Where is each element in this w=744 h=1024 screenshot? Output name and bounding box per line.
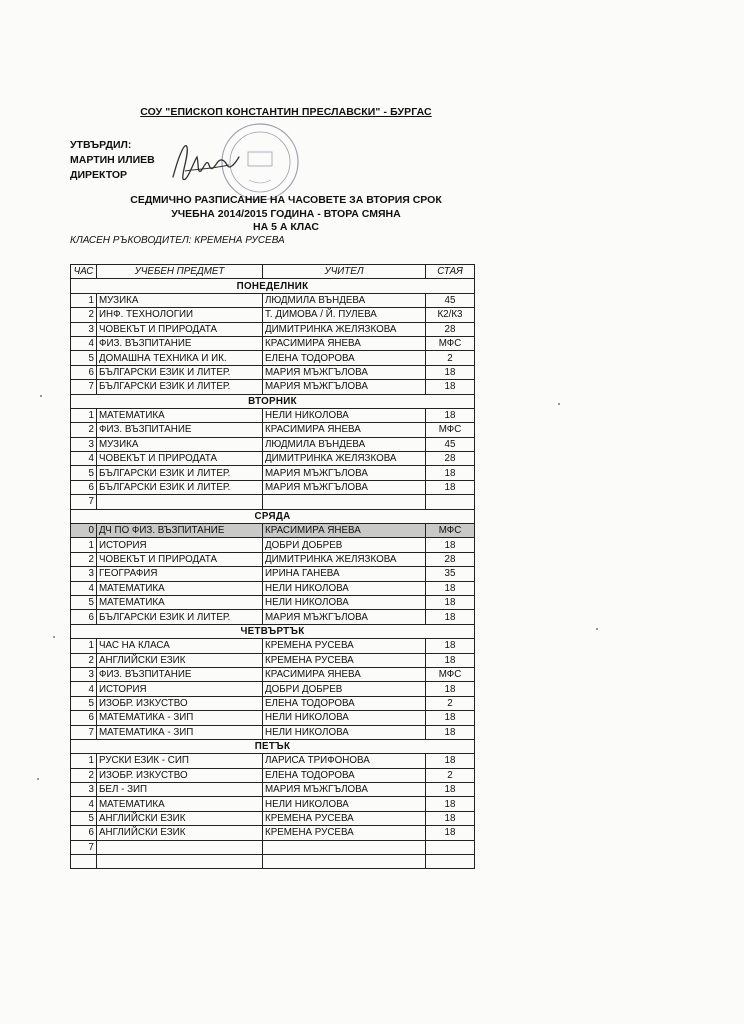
subject-cell: МАТЕМАТИКА [97,595,263,609]
teacher-cell [263,495,426,509]
hour-number: 1 [71,639,97,653]
hour-number: 7 [71,380,97,394]
room-cell [426,840,475,854]
room-cell: 18 [426,711,475,725]
hour-number: 2 [71,768,97,782]
room-cell: 18 [426,365,475,379]
subject-cell: МУЗИКА [97,437,263,451]
hour-number: 4 [71,581,97,595]
table-row [71,452,475,466]
subject-cell: БЪЛГАРСКИ ЕЗИК И ЛИТЕР. [97,480,263,494]
teacher-cell: ДОБРИ ДОБРЕВ [263,682,426,696]
day-header-row [71,279,475,293]
room-cell: 2 [426,768,475,782]
hour-number: 4 [71,336,97,350]
hour-number: 2 [71,423,97,437]
table-row [71,437,475,451]
school-name: СОУ "ЕПИСКОП КОНСТАНТИН ПРЕСЛАВСКИ" - БУРГАС [140,106,432,118]
room-cell: 18 [426,538,475,552]
teacher-cell [263,855,426,869]
director-signature [167,135,247,190]
table-row [71,826,475,840]
table-row [71,639,475,653]
teacher-cell: НЕЛИ НИКОЛОВА [263,581,426,595]
subject-cell: МАТЕМАТИКА - ЗИП [97,711,263,725]
column-header-subject: УЧЕБЕН ПРЕДМЕТ [97,265,263,279]
teacher-cell: ДИМИТРИНКА ЖЕЛЯЗКОВА [263,552,426,566]
schedule-body [71,279,475,869]
room-cell: МФС [426,524,475,538]
hour-number: 6 [71,610,97,624]
table-row [71,667,475,681]
teacher-cell: КРАСИМИРА ЯНЕВА [263,336,426,350]
teacher-cell: ЕЛЕНА ТОДОРОВА [263,351,426,365]
hour-number: 5 [71,595,97,609]
table-row [71,538,475,552]
subject-cell: ИНФ. ТЕХНОЛОГИИ [97,308,263,322]
table-row [71,480,475,494]
teacher-cell: НЕЛИ НИКОЛОВА [263,595,426,609]
table-row [71,524,475,538]
teacher-cell: КРЕМЕНА РУСЕВА [263,639,426,653]
teacher-cell: КРАСИМИРА ЯНЕВА [263,667,426,681]
teacher-cell: КРЕМЕНА РУСЕВА [263,653,426,667]
table-row [71,351,475,365]
room-cell: 2 [426,696,475,710]
subject-cell: АНГЛИЙСКИ ЕЗИК [97,811,263,825]
scan-speck [558,403,560,405]
table-row [71,336,475,350]
room-cell: 18 [426,581,475,595]
hour-number: 5 [71,696,97,710]
approved-label: УТВЪРДИЛ: [70,139,132,151]
scan-speck [37,778,39,780]
room-cell: 18 [426,595,475,609]
room-cell: 28 [426,452,475,466]
subject-cell: ИЗОБР. ИЗКУСТВО [97,768,263,782]
table-row [71,581,475,595]
teacher-cell: КРАСИМИРА ЯНЕВА [263,423,426,437]
table-row [71,552,475,566]
room-cell: 28 [426,322,475,336]
table-row [71,682,475,696]
day-name: ПЕТЪК [71,739,475,753]
subject-cell: МУЗИКА [97,293,263,307]
room-cell: 18 [426,754,475,768]
table-row [71,495,475,509]
hour-number [71,855,97,869]
subject-cell: БЪЛГАРСКИ ЕЗИК И ЛИТЕР. [97,365,263,379]
teacher-cell: КРАСИМИРА ЯНЕВА [263,524,426,538]
subject-cell: ФИЗ. ВЪЗПИТАНИЕ [97,667,263,681]
schedule-heading [130,194,442,235]
hour-number: 5 [71,811,97,825]
hour-number: 6 [71,826,97,840]
room-cell: 18 [426,610,475,624]
subject-cell: БЪЛГАРСКИ ЕЗИК И ЛИТЕР. [97,610,263,624]
room-cell: 18 [426,653,475,667]
approval-block [70,138,155,183]
hour-number: 2 [71,308,97,322]
director-name: МАРТИН ИЛИЕВ [70,154,155,166]
teacher-cell: МАРИЯ МЪЖГЪЛОВА [263,466,426,480]
teacher-cell: ДИМИТРИНКА ЖЕЛЯЗКОВА [263,452,426,466]
day-header-row [71,394,475,408]
subject-cell: ЧОВЕКЪТ И ПРИРОДАТА [97,322,263,336]
teacher-cell: НЕЛИ НИКОЛОВА [263,725,426,739]
room-cell: 2 [426,351,475,365]
table-row [71,855,475,869]
subject-cell [97,855,263,869]
subject-cell: БЪЛГАРСКИ ЕЗИК И ЛИТЕР. [97,466,263,480]
hour-number: 2 [71,653,97,667]
day-name: ВТОРНИК [71,394,475,408]
teacher-cell: ДОБРИ ДОБРЕВ [263,538,426,552]
table-row [71,696,475,710]
teacher-cell: МАРИЯ МЪЖГЪЛОВА [263,365,426,379]
hour-number: 3 [71,667,97,681]
hour-number: 5 [71,466,97,480]
class-teacher: КЛАСЕН РЪКОВОДИТЕЛ: КРЕМЕНА РУСЕВА [70,235,285,246]
room-cell: 18 [426,797,475,811]
table-header-row [71,265,475,279]
subject-cell: МАТЕМАТИКА [97,797,263,811]
room-cell: 18 [426,380,475,394]
teacher-cell: КРЕМЕНА РУСЕВА [263,826,426,840]
teacher-cell: НЕЛИ НИКОЛОВА [263,797,426,811]
hour-number: 2 [71,552,97,566]
hour-number: 5 [71,351,97,365]
subject-cell: ДЧ ПО ФИЗ. ВЪЗПИТАНИЕ [97,524,263,538]
hour-number: 3 [71,322,97,336]
schedule-table [70,264,475,869]
subject-cell: ИСТОРИЯ [97,682,263,696]
table-row [71,293,475,307]
room-cell: 18 [426,639,475,653]
table-row [71,840,475,854]
room-cell: 18 [426,811,475,825]
subject-cell: ЧОВЕКЪТ И ПРИРОДАТА [97,552,263,566]
table-row [71,322,475,336]
day-header-row [71,509,475,523]
room-cell: 18 [426,826,475,840]
scan-speck [596,628,598,630]
table-row [71,567,475,581]
subject-cell [97,495,263,509]
hour-number: 7 [71,495,97,509]
hour-number: 1 [71,538,97,552]
subject-cell: АНГЛИЙСКИ ЕЗИК [97,826,263,840]
heading-line-2: УЧЕБНА 2014/2015 ГОДИНА - ВТОРА СМЯНА [171,207,401,220]
room-cell: 18 [426,783,475,797]
hour-number: 4 [71,682,97,696]
hour-number: 4 [71,452,97,466]
table-row [71,725,475,739]
subject-cell: ИСТОРИЯ [97,538,263,552]
room-cell: МФС [426,336,475,350]
subject-cell: ЧАС НА КЛАСА [97,639,263,653]
room-cell: МФС [426,423,475,437]
teacher-cell: КРЕМЕНА РУСЕВА [263,811,426,825]
hour-number: 3 [71,567,97,581]
teacher-cell: НЕЛИ НИКОЛОВА [263,408,426,422]
teacher-cell: ЛАРИСА ТРИФОНОВА [263,754,426,768]
hour-number: 3 [71,783,97,797]
room-cell: 18 [426,480,475,494]
teacher-cell [263,840,426,854]
subject-cell [97,840,263,854]
table-row [71,754,475,768]
room-cell: МФС [426,667,475,681]
day-name: ПОНЕДЕЛНИК [71,279,475,293]
column-header-teacher: УЧИТЕЛ [263,265,426,279]
day-header-row [71,624,475,638]
table-row [71,408,475,422]
heading-line-3: НА 5 А КЛАС [252,221,320,233]
hour-number: 3 [71,437,97,451]
room-cell: 18 [426,682,475,696]
table-row [71,380,475,394]
column-header-room: СТАЯ [426,265,475,279]
teacher-cell: ДИМИТРИНКА ЖЕЛЯЗКОВА [263,322,426,336]
day-name: СРЯДА [71,509,475,523]
room-cell: 18 [426,725,475,739]
subject-cell: МАТЕМАТИКА - ЗИП [97,725,263,739]
room-cell: 18 [426,466,475,480]
teacher-cell: ЕЛЕНА ТОДОРОВА [263,768,426,782]
teacher-cell: ИРИНА ГАНЕВА [263,567,426,581]
hour-number: 1 [71,408,97,422]
teacher-cell: МАРИЯ МЪЖГЪЛОВА [263,610,426,624]
subject-cell: РУСКИ ЕЗИК - СИП [97,754,263,768]
subject-cell: МАТЕМАТИКА [97,408,263,422]
room-cell: К2/К3 [426,308,475,322]
room-cell: 28 [426,552,475,566]
teacher-cell: МАРИЯ МЪЖГЪЛОВА [263,480,426,494]
subject-cell: ИЗОБР. ИЗКУСТВО [97,696,263,710]
hour-number: 7 [71,725,97,739]
hour-number: 1 [71,293,97,307]
room-cell: 35 [426,567,475,581]
hour-number: 6 [71,711,97,725]
hour-number: 0 [71,524,97,538]
room-cell [426,855,475,869]
hour-number: 4 [71,797,97,811]
room-cell: 45 [426,293,475,307]
day-header-row [71,739,475,753]
teacher-cell: ЛЮДМИЛА ВЪНДЕВА [263,437,426,451]
table-row [71,308,475,322]
table-row [71,423,475,437]
teacher-cell: НЕЛИ НИКОЛОВА [263,711,426,725]
hour-number: 6 [71,365,97,379]
table-row [71,711,475,725]
subject-cell: ГЕОГРАФИЯ [97,567,263,581]
table-row [71,610,475,624]
table-row [71,466,475,480]
subject-cell: МАТЕМАТИКА [97,581,263,595]
table-row [71,365,475,379]
subject-cell: ДОМАШНА ТЕХНИКА И ИК. [97,351,263,365]
teacher-cell: МАРИЯ МЪЖГЪЛОВА [263,380,426,394]
subject-cell: БЪЛГАРСКИ ЕЗИК И ЛИТЕР. [97,380,263,394]
room-cell: 18 [426,408,475,422]
column-header-hour: ЧАС [71,265,97,279]
scan-speck [40,395,42,397]
subject-cell: АНГЛИЙСКИ ЕЗИК [97,653,263,667]
table-row [71,811,475,825]
director-title: ДИРЕКТОР [70,169,128,181]
room-cell [426,495,475,509]
subject-cell: БЕЛ - ЗИП [97,783,263,797]
subject-cell: ФИЗ. ВЪЗПИТАНИЕ [97,423,263,437]
teacher-cell: МАРИЯ МЪЖГЪЛОВА [263,783,426,797]
room-cell: 45 [426,437,475,451]
heading-line-1: СЕДМИЧНО РАЗПИСАНИЕ НА ЧАСОВЕТЕ ЗА ВТОРИЯ СРОК [130,194,442,206]
table-row [71,797,475,811]
teacher-cell: ЕЛЕНА ТОДОРОВА [263,696,426,710]
teacher-cell: ЛЮДМИЛА ВЪНДЕВА [263,293,426,307]
table-row [71,768,475,782]
table-row [71,595,475,609]
hour-number: 6 [71,480,97,494]
table-row [71,653,475,667]
table-row [71,783,475,797]
subject-cell: ЧОВЕКЪТ И ПРИРОДАТА [97,452,263,466]
teacher-cell: Т. ДИМОВА / Й. ПУЛЕВА [263,308,426,322]
hour-number: 7 [71,840,97,854]
subject-cell: ФИЗ. ВЪЗПИТАНИЕ [97,336,263,350]
scan-speck [53,636,55,638]
hour-number: 1 [71,754,97,768]
day-name: ЧЕТВЪРТЪК [71,624,475,638]
